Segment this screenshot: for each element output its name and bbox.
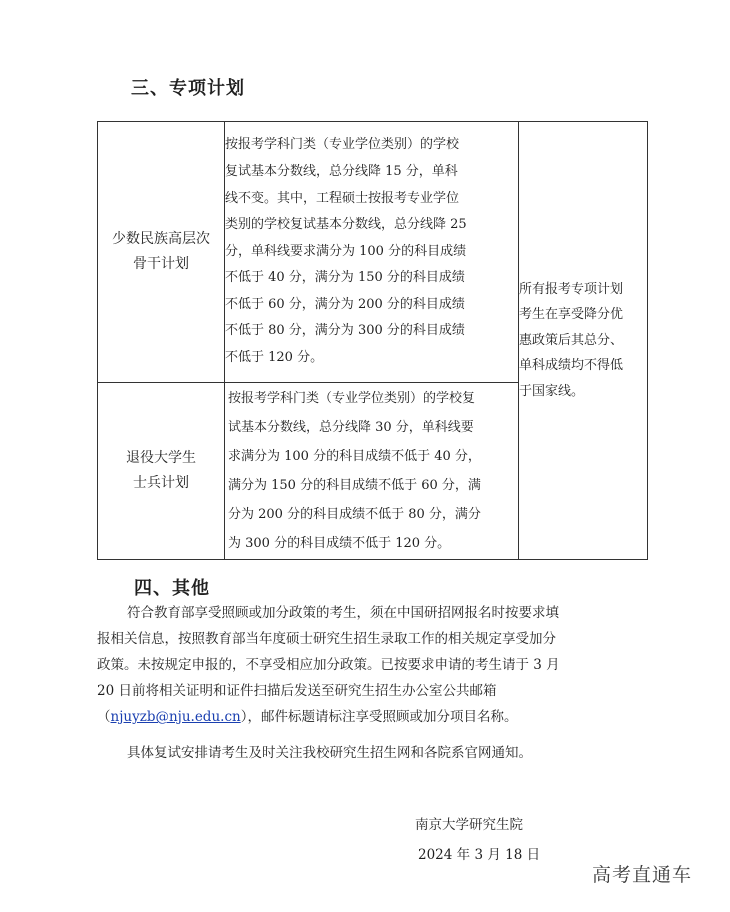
note-line: 考生在享受降分优: [519, 307, 624, 323]
plan-rule-cell: [225, 122, 519, 383]
rule-line: 线不变。其中，工程硕士按报考专业学位: [225, 190, 460, 206]
rule-line: 不低于 60 分，满分为 200 分的科目成绩: [225, 296, 465, 312]
paren-open: （: [97, 709, 111, 725]
paragraph-line: 20 日前将相关证明和证件扫描后发送至研究生招生办公室公共邮箱: [97, 683, 497, 699]
table-row: [98, 122, 648, 383]
rule-line: 按报考学科门类（专业学位类别）的学校复: [228, 391, 476, 406]
rule-line: 不低于 120 分。: [225, 350, 324, 366]
signature-date: 2024 年 3 月 18 日: [418, 847, 541, 863]
email-instruction-text: ），邮件标题请标注享受照顾或加分项目名称。: [240, 709, 518, 725]
plan-name-line: 退役大学生: [126, 450, 196, 466]
section-4-heading: 四、其他: [134, 578, 210, 599]
notice-paragraph: [97, 740, 657, 766]
signature-org: 南京大学研究生院: [415, 817, 523, 833]
special-plan-table: [97, 121, 648, 560]
note-line: 单科成绩均不得低: [519, 358, 624, 374]
rule-line: 分，单科线要求满分为 100 分的科目成绩: [225, 243, 467, 259]
bonus-policy-paragraph: [97, 600, 657, 730]
section-3-heading: 三、专项计划: [131, 78, 245, 99]
plan-rule-cell: [225, 383, 519, 560]
rule-line: 复试基本分数线，总分线降 15 分，单科: [225, 163, 458, 179]
watermark-logo: 高考直通车: [592, 864, 693, 886]
note-line: 于国家线。: [519, 383, 585, 399]
plan-name-cell: [98, 122, 225, 383]
plan-note-cell: [519, 122, 648, 560]
plan-name-line: 骨干计划: [133, 256, 189, 272]
plan-name-line: 少数民族高层次: [112, 231, 210, 247]
rule-line: 求满分为 100 分的科目成绩不低于 40 分，: [228, 449, 481, 464]
rule-line: 按报考学科门类（专业学位类别）的学校: [225, 137, 460, 153]
rule-line: 为 300 分的科目成绩不低于 120 分。: [228, 536, 451, 551]
rule-line: 类别的学校复试基本分数线，总分线降 25: [225, 217, 467, 233]
plan-name-cell: [98, 383, 225, 560]
rule-line: 试基本分数线，总分线降 30 分，单科线要: [228, 420, 474, 435]
rule-line: 不低于 80 分，满分为 300 分的科目成绩: [225, 323, 465, 339]
paragraph-line: 具体复试安排请考生及时关注我校研究生招生网和各院系官网通知。: [127, 745, 532, 761]
rule-line: 分为 200 分的科目成绩不低于 80 分，满分: [228, 507, 481, 522]
note-line: 所有报考专项计划: [519, 281, 624, 297]
rule-line: 满分为 150 分的科目成绩不低于 60 分，满: [228, 478, 481, 493]
note-line: 惠政策后其总分、: [519, 332, 624, 348]
rule-line: 不低于 40 分，满分为 150 分的科目成绩: [225, 270, 465, 286]
plan-name-line: 士兵计划: [133, 475, 189, 491]
paragraph-line: 报相关信息，按照教育部当年度硕士研究生招生录取工作的相关规定享受加分: [97, 631, 556, 647]
admissions-email-link[interactable]: njuyzb@nju.edu.cn: [110, 709, 241, 725]
paragraph-line: 政策。未按规定申报的，不享受相应加分政策。已按要求申请的考生请于 3 月: [97, 657, 560, 673]
paragraph-line: [97, 704, 657, 730]
paragraph-line: 符合教育部享受照顾或加分政策的考生，须在中国研招网报名时按要求填: [127, 605, 559, 621]
